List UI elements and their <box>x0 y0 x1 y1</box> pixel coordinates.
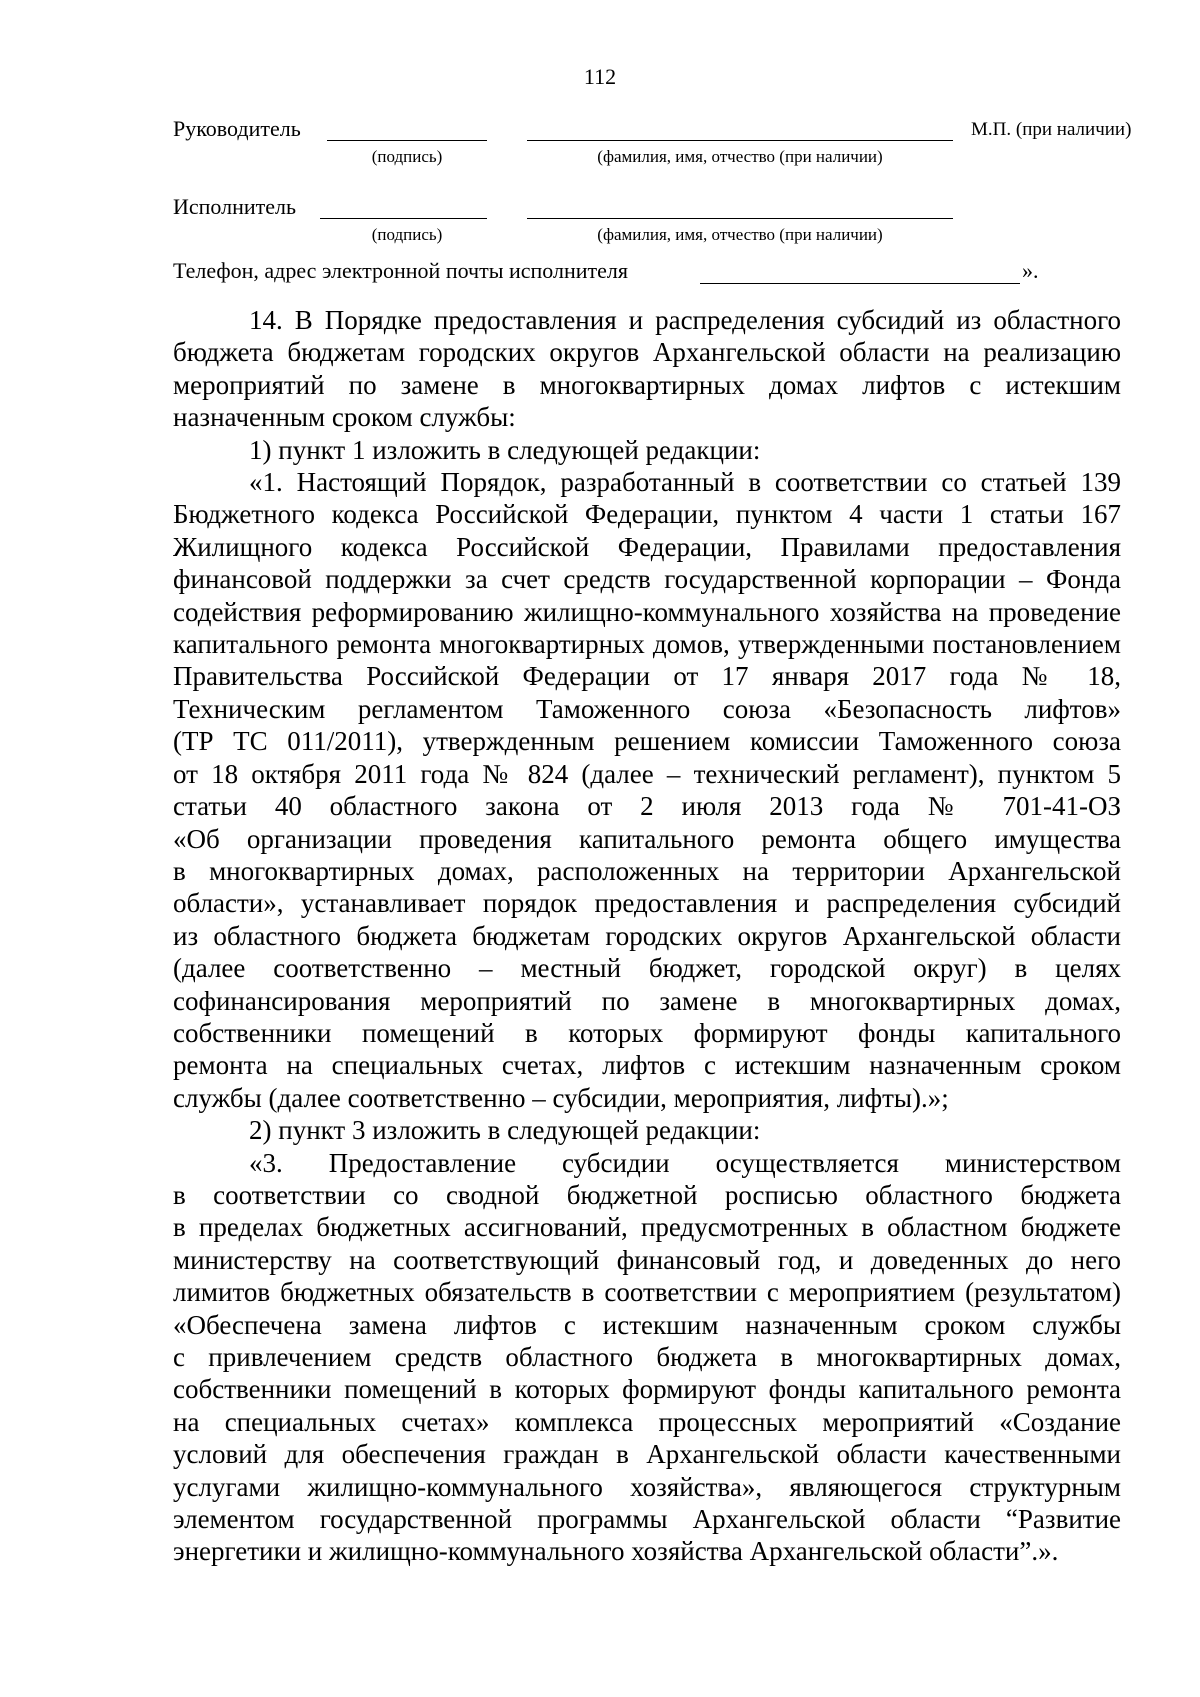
paragraph-line: «1. Настоящий Порядок, разработанный в соответствии со статьей 139 <box>249 467 1121 498</box>
paragraph-line: в соответствии со сводной бюджетной росписью областного бюджета <box>173 1179 1121 1210</box>
contact-end: ». <box>1022 258 1039 283</box>
paragraph-line: 1) пункт 1 изложить в следующей редакции: <box>249 434 761 465</box>
head-name-line <box>527 140 953 141</box>
head-name-caption: (фамилия, имя, отчество (при наличии) <box>597 147 883 166</box>
paragraph-line: мероприятий по замене в многоквартирных домах лифтов с истекшим <box>173 369 1121 400</box>
paragraph-line: службы (далее соответственно – субсидии, мероприятия, лифты).»; <box>173 1082 949 1113</box>
paragraph-line: области», устанавливает порядок предоставления и распределения субсидий <box>173 888 1121 919</box>
paragraph-line: лимитов бюджетных обязательств в соответствии с мероприятием (результатом) <box>173 1277 1121 1308</box>
paragraph-line: собственники помещений в которых формируют фонды капитального ремонта <box>173 1374 1121 1405</box>
paragraph-line: Правительства Российской Федерации от 17 января 2017 года № 18, <box>173 661 1121 692</box>
stamp-label: М.П. (при наличии) <box>971 119 1132 140</box>
paragraph-line: министерству на соответствующий финансовый год, и доведенных до него <box>173 1244 1121 1275</box>
head-signature-caption: (подпись) <box>371 147 443 166</box>
paragraph-line: на специальных счетах» комплекса процессных мероприятий «Создание <box>173 1406 1121 1437</box>
paragraph-line: энергетики и жилищно-коммунального хозяйства Архангельской области”.». <box>173 1536 1059 1567</box>
paragraph-line: собственники помещений в которых формируют фонды капитального <box>173 1017 1121 1048</box>
paragraph-line: (ТР ТС 011/2011), утвержденным решением комиссии Таможенного союза <box>173 726 1121 757</box>
executor-signature-caption: (подпись) <box>371 225 443 244</box>
paragraph-line: ремонта на специальных счетах, лифтов с истекшим назначенным сроком <box>173 1050 1121 1081</box>
paragraph-line: условий для обеспечения граждан в Архангельской области качественными <box>173 1439 1121 1470</box>
head-signature-line <box>327 140 487 141</box>
paragraph-line: бюджета бюджетам городских округов Архангельской области на реализацию <box>173 337 1121 368</box>
paragraph-line: Бюджетного кодекса Российской Федерации, пунктом 4 части 1 статьи 167 <box>173 499 1121 530</box>
paragraph-line: в многоквартирных домах, расположенных на территории Архангельской <box>173 855 1121 886</box>
contact-line <box>700 283 1020 284</box>
paragraph-line: «3. Предоставление субсидии осуществляется министерством <box>249 1147 1121 1178</box>
executor-name-line <box>527 218 953 219</box>
paragraph-line: софинансирования мероприятий по замене в многоквартирных домах, <box>173 985 1121 1016</box>
paragraph-line: «Обеспечена замена лифтов с истекшим назначенным сроком службы <box>173 1309 1121 1340</box>
paragraph-line: назначенным сроком службы: <box>173 402 516 433</box>
paragraph-line: 14. В Порядке предоставления и распределения субсидий из областного <box>249 305 1121 335</box>
paragraph-line: содействия реформированию жилищно-коммунального хозяйства на проведение <box>173 596 1121 627</box>
paragraph-line: от 18 октября 2011 года № 824 (далее – технический регламент), пунктом 5 <box>173 758 1121 789</box>
paragraph-line: с привлечением средств областного бюджета в многоквартирных домах, <box>173 1342 1121 1372</box>
paragraph-line: в пределах бюджетных ассигнований, предусмотренных в областном бюджете <box>173 1212 1121 1243</box>
paragraph-line: Техническим регламентом Таможенного союза «Безопасность лифтов» <box>173 693 1121 724</box>
paragraph-line: из областного бюджета бюджетам городских округов Архангельской области <box>173 920 1121 951</box>
executor-signature-line <box>320 218 487 219</box>
paragraph-line: Жилищного кодекса Российской Федерации, Правилами предоставления <box>173 531 1121 562</box>
paragraph-line: 2) пункт 3 изложить в следующей редакции: <box>249 1115 761 1146</box>
paragraph-line: финансовой поддержки за счет средств государственной корпорации – Фонда <box>173 564 1121 595</box>
head-label: Руководитель <box>173 116 301 141</box>
paragraph-line: статьи 40 областного закона от 2 июля 2013 года № 701-41-ОЗ <box>173 791 1121 822</box>
contact-label: Телефон, адрес электронной почты исполнителя <box>173 258 629 283</box>
page-number: 112 <box>583 64 617 89</box>
paragraph-line: элементом государственной программы Архангельской области “Развитие <box>173 1504 1121 1535</box>
paragraph-line: капитального ремонта многоквартирных домов, утвержденными постановлением <box>173 629 1121 660</box>
paragraph-line: (далее соответственно – местный бюджет, городской округ) в целях <box>173 953 1121 984</box>
body-text <box>173 304 1121 1568</box>
paragraph-line: «Об организации проведения капитального ремонта общего имущества <box>173 823 1121 854</box>
executor-label: Исполнитель <box>173 194 297 219</box>
paragraph-line: услугами жилищно-коммунального хозяйства», являющегося структурным <box>173 1471 1121 1502</box>
executor-name-caption: (фамилия, имя, отчество (при наличии) <box>597 225 883 244</box>
